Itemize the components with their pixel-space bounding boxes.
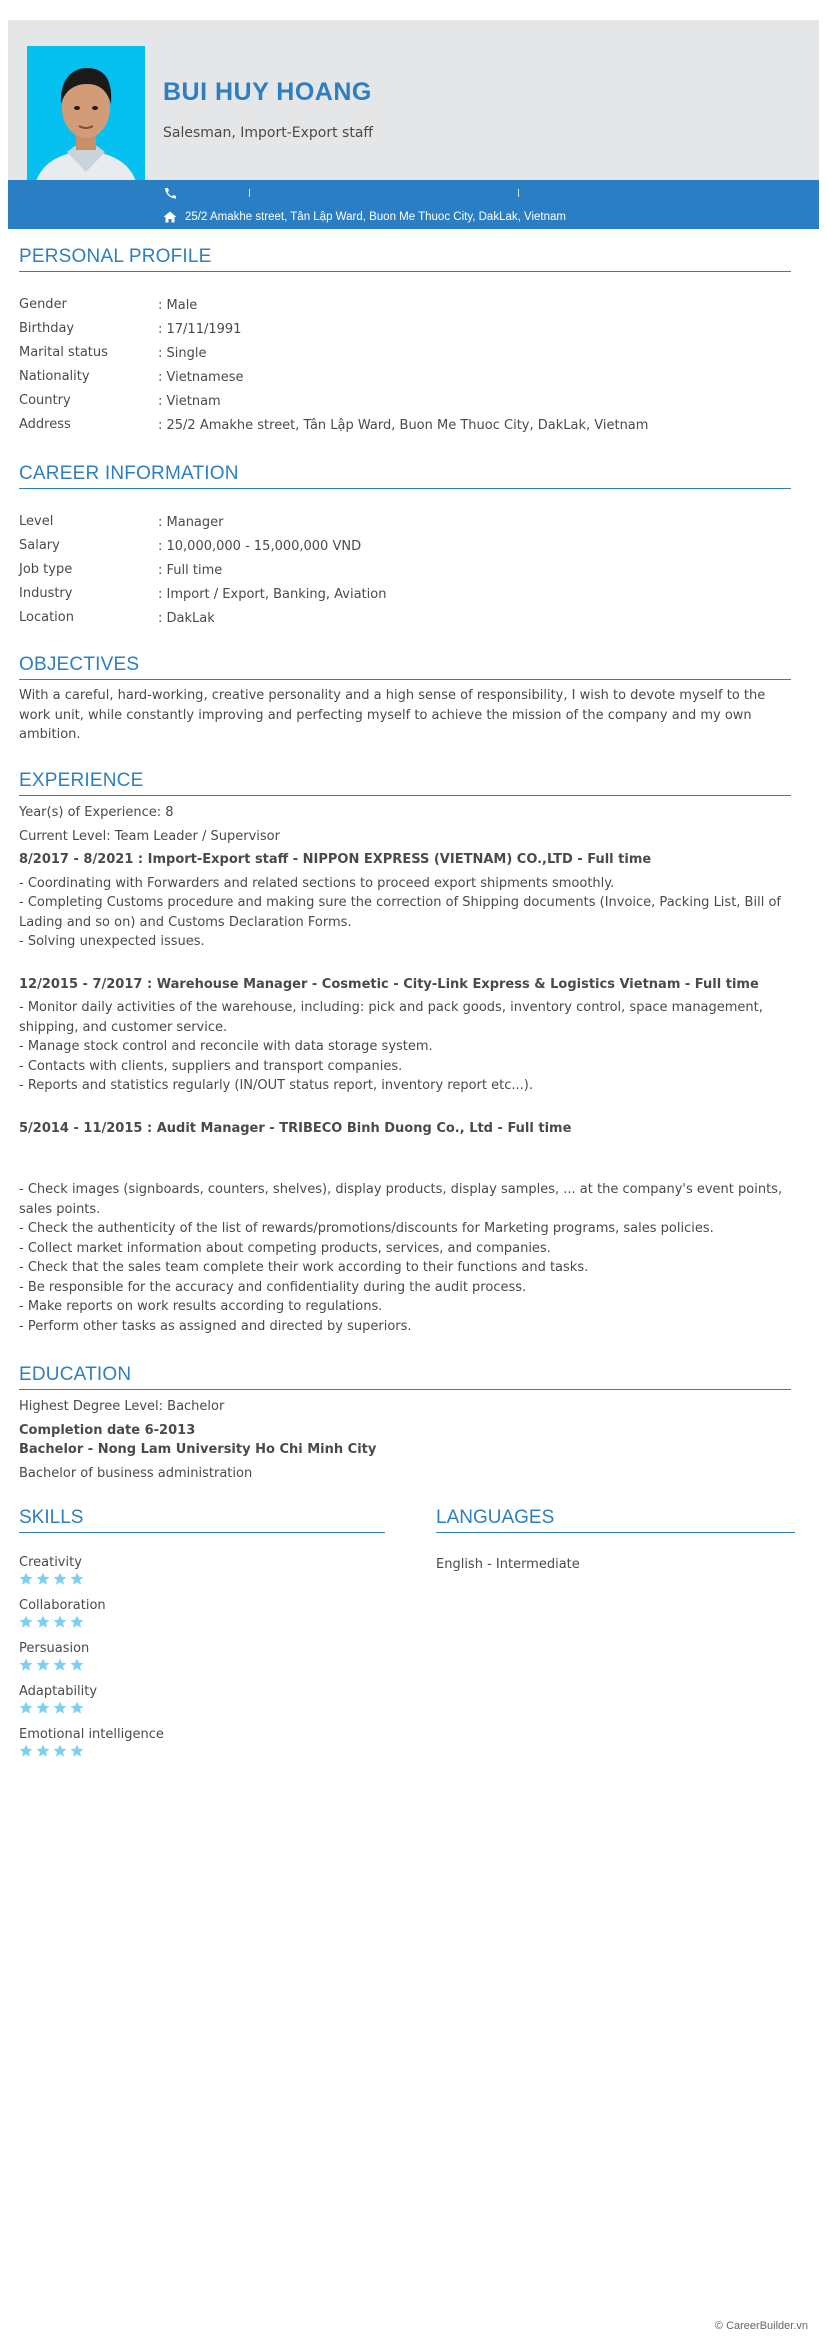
contact-row-phone <box>163 186 803 202</box>
skill-item <box>19 1684 385 1727</box>
education-section <box>19 1364 791 1483</box>
resume-header <box>8 20 819 229</box>
star-icon <box>53 1615 67 1629</box>
job-duty: - Check that the sales team complete their work according to their functions and tasks. <box>19 1260 589 1275</box>
career-information-section <box>19 463 791 634</box>
skill-item <box>19 1727 385 1770</box>
job-entry <box>19 850 791 952</box>
field-value: : Full time <box>158 563 223 578</box>
field-value: : Male <box>158 298 198 313</box>
section-title: PERSONAL PROFILE <box>19 246 791 272</box>
job-heading: 5/2014 - 11/2015 : Audit Manager - TRIBECO Binh Duong Co., Ltd - Full time <box>19 1120 572 1136</box>
field-label: Level <box>19 514 54 529</box>
field-label: Gender <box>19 297 67 312</box>
star-icon <box>19 1744 33 1758</box>
skill-item <box>19 1555 385 1598</box>
language-item: English - Intermediate <box>436 1557 580 1572</box>
star-icon <box>36 1701 50 1715</box>
profile-row <box>19 345 791 369</box>
star-icon <box>19 1701 33 1715</box>
footer-credit: © CareerBuilder.vn <box>714 2320 808 2332</box>
section-title: EXPERIENCE <box>19 770 791 796</box>
field-label: Job type <box>19 562 73 577</box>
objectives-text: With a careful, hard-working, creative personality and a high sense of responsibility, I wish to devote myself to the work unit, while constantly improving and perfecting myself to achieve the mission of the company and my own ambition. <box>19 688 766 742</box>
contact-separator <box>518 189 519 197</box>
field-label: Nationality <box>19 369 90 384</box>
career-row <box>19 514 791 538</box>
section-title: LANGUAGES <box>436 1507 795 1533</box>
skill-name: Creativity <box>19 1555 82 1570</box>
career-list <box>19 514 791 634</box>
candidate-name: BUI HUY HOANG <box>163 78 372 106</box>
contact-address: 25/2 Amakhe street, Tân Lập Ward, Buon Me Thuoc City, DakLak, Vietnam <box>185 211 566 223</box>
skills-section <box>19 1507 385 1770</box>
section-title: EDUCATION <box>19 1364 791 1390</box>
skill-name: Persuasion <box>19 1641 90 1656</box>
years-of-experience: Year(s) of Experience: 8 <box>19 805 174 820</box>
contact-bar <box>8 180 819 229</box>
resume-page <box>8 20 819 229</box>
field-label: Salary <box>19 538 60 553</box>
profile-row <box>19 393 791 417</box>
skill-rating <box>19 1744 385 1758</box>
job-duty: - Make reports on work results according to regulations. <box>19 1299 383 1314</box>
section-title: CAREER INFORMATION <box>19 463 791 489</box>
skill-rating <box>19 1658 385 1672</box>
section-title: OBJECTIVES <box>19 654 791 680</box>
field-label: Country <box>19 393 71 408</box>
skill-item <box>19 1598 385 1641</box>
field-value: : Manager <box>158 515 224 530</box>
profile-row <box>19 321 791 345</box>
job-duty: - Check the authenticity of the list of rewards/promotions/discounts for Marketing programs, sales policies. <box>19 1221 714 1236</box>
experience-section <box>19 770 791 1336</box>
field-value: : DakLak <box>158 611 215 626</box>
career-row <box>19 586 791 610</box>
section-title: SKILLS <box>19 1507 385 1533</box>
major: Bachelor of business administration <box>19 1465 253 1481</box>
job-duty: - Monitor daily activities of the warehouse, including: pick and pack goods, inventory control, space management, shipping, and customer service. <box>19 1000 763 1035</box>
degree-level: Highest Degree Level: Bachelor <box>19 1399 225 1414</box>
job-heading: 8/2017 - 8/2021 : Import-Export staff - NIPPON EXPRESS (VIETNAM) CO.,LTD - Full time <box>19 852 652 867</box>
field-label: Address <box>19 417 71 432</box>
job-entry <box>19 975 791 1096</box>
career-row <box>19 538 791 562</box>
star-icon <box>53 1701 67 1715</box>
profile-row <box>19 369 791 393</box>
skill-rating <box>19 1701 385 1715</box>
home-icon <box>163 211 177 223</box>
job-duty: - Check images (signboards, counters, shelves), display products, display samples, ... at the company's event points, sales points. <box>19 1182 783 1217</box>
career-row <box>19 562 791 586</box>
field-label: Location <box>19 610 74 625</box>
job-duty: - Manage stock control and reconcile with data storage system. <box>19 1039 433 1054</box>
job-duty: - Completing Customs procedure and making sure the correction of Shipping documents (Invoice, Packing List, Bill of Lading and so on) and Customs Declaration Forms. <box>19 895 781 930</box>
star-icon <box>70 1701 84 1715</box>
field-label: Marital status <box>19 345 108 360</box>
skill-name: Collaboration <box>19 1598 106 1613</box>
job-duty: - Contacts with clients, suppliers and transport companies. <box>19 1058 403 1074</box>
skill-item <box>19 1641 385 1684</box>
job-entry <box>19 1119 791 1337</box>
field-value: : 17/11/1991 <box>158 322 242 337</box>
candidate-title: Salesman, Import-Export staff <box>163 125 374 141</box>
profile-list <box>19 297 791 441</box>
phone-icon <box>163 187 177 199</box>
completion-date: Completion date 6-2013 <box>19 1422 196 1438</box>
skill-name: Emotional intelligence <box>19 1727 164 1742</box>
job-duty: - Perform other tasks as assigned and directed by superiors. <box>19 1318 412 1334</box>
job-duty: - Reports and statistics regularly (IN/OUT status report, inventory report etc...). <box>19 1078 533 1093</box>
field-value: : Single <box>158 346 207 361</box>
star-icon <box>53 1658 67 1672</box>
job-duty: - Coordinating with Forwarders and related sections to proceed export shipments smoothly. <box>19 875 615 891</box>
contact-row-address <box>163 209 566 225</box>
skill-rating <box>19 1615 385 1629</box>
field-label: Industry <box>19 586 73 601</box>
star-icon <box>36 1572 50 1586</box>
job-duty: - Solving unexpected issues. <box>19 934 205 949</box>
personal-profile-section <box>19 246 791 441</box>
profile-row <box>19 417 791 441</box>
job-duty: - Be responsible for the accuracy and confidentiality during the audit process. <box>19 1279 527 1295</box>
profile-row <box>19 297 791 321</box>
objectives-section <box>19 654 791 745</box>
star-icon <box>53 1572 67 1586</box>
field-value: : 10,000,000 - 15,000,000 VND <box>158 539 362 554</box>
current-level: Current Level: Team Leader / Supervisor <box>19 828 280 844</box>
star-icon <box>36 1658 50 1672</box>
star-icon <box>36 1615 50 1629</box>
skill-rating <box>19 1572 385 1586</box>
school-name: Bachelor - Nong Lam University Ho Chi Minh City <box>19 1442 377 1457</box>
profile-photo <box>27 46 145 194</box>
contact-separator <box>249 189 250 197</box>
star-icon <box>70 1744 84 1758</box>
job-duty: - Collect market information about competing products, services, and companies. <box>19 1240 551 1256</box>
star-icon <box>53 1744 67 1758</box>
skill-name: Adaptability <box>19 1684 98 1699</box>
star-icon <box>19 1572 33 1586</box>
star-icon <box>70 1615 84 1629</box>
star-icon <box>70 1658 84 1672</box>
star-icon <box>70 1572 84 1586</box>
field-value: : Vietnam <box>158 394 221 409</box>
career-row <box>19 610 791 634</box>
field-value: : Import / Export, Banking, Aviation <box>158 587 387 602</box>
languages-section <box>436 1507 795 1575</box>
star-icon <box>19 1658 33 1672</box>
skills-list <box>19 1555 385 1770</box>
star-icon <box>19 1615 33 1629</box>
field-value: : 25/2 Amakhe street, Tân Lập Ward, Buon Me Thuoc City, DakLak, Vietnam <box>158 418 649 433</box>
star-icon <box>36 1744 50 1758</box>
field-value: : Vietnamese <box>158 370 244 385</box>
job-heading: 12/2015 - 7/2017 : Warehouse Manager - Cosmetic - City-Link Express & Logistics Vietnam - Full time <box>19 976 759 992</box>
field-label: Birthday <box>19 321 75 336</box>
